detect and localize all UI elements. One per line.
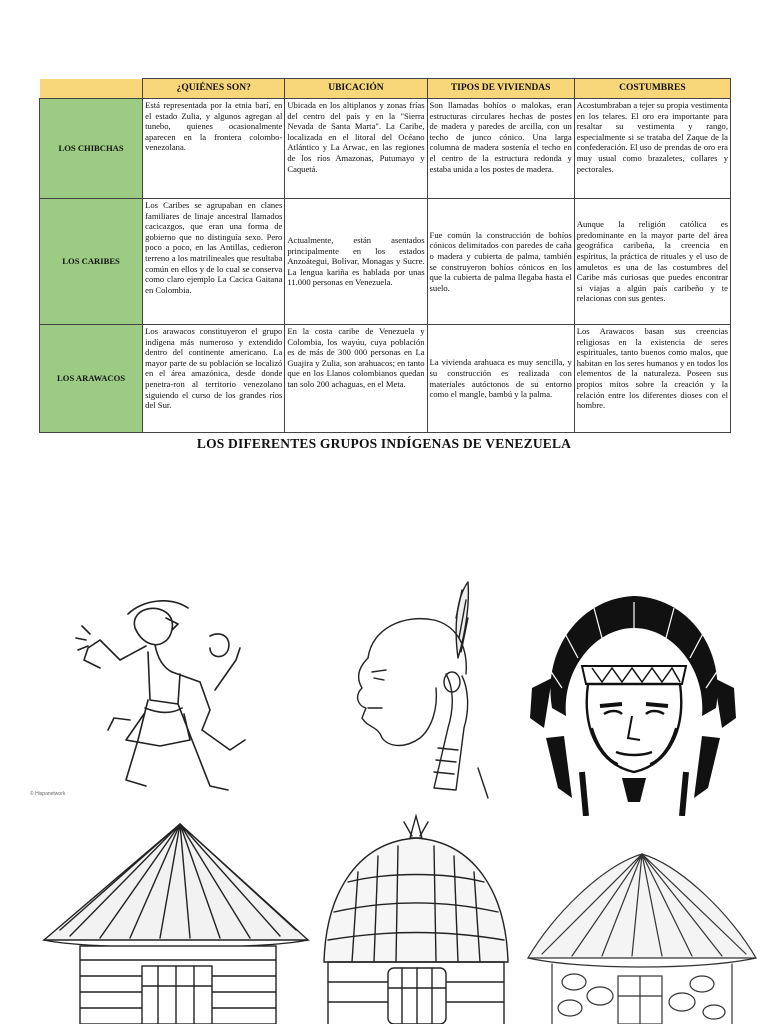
header-quienes-son: ¿QUIÉNES SON? bbox=[143, 79, 285, 99]
row-label-chibchas: LOS CHIBCHAS bbox=[40, 99, 143, 199]
table-header-row bbox=[40, 79, 731, 99]
cell-chibchas-costumbres: Acostumbraban a tejer su propia vestimenta en los telares. El oro era importante para resaltar su vestimenta y rango, especialmente si se trataba del Zaque de la confederación. El uso de prendas de oro era muy usual como brazaletes, collares y pectorales. bbox=[574, 99, 730, 199]
table-row-chibchas bbox=[40, 99, 731, 199]
table-row-arawacos bbox=[40, 325, 731, 433]
cell-arawacos-viviendas: La vivienda arahuaca es muy sencilla, y su construcción es realizada con materiales autóctonos de su entorno como el mangle, bambú y la palma. bbox=[427, 325, 574, 433]
cell-caribes-quienes: Los Caribes se agrupaban en clanes familiares de linaje ancestral llamados cacicazgos, que eran una forma de gobierno que no distinguía sexo. Pero poco a poco, en las Antillas, cedieron terreno a los matrilineales que resultaba común en ellos y de lo cual se conserva como claro ejemplo La Cacica Gaitana en Colombia. bbox=[143, 199, 285, 325]
row-label-caribes: LOS CARIBES bbox=[40, 199, 143, 325]
image-credit: © Hispanetwork bbox=[30, 791, 66, 797]
cell-chibchas-ubicacion: Ubicada en los altiplanos y zonas frías del centro del país y en la "Sierra Nevada de Santa Marta". La Caribe, localizada en el litoral del Océano Atlántico y La Arwac, en las regiones de los ríos Amazonas, Putumayo y Caquetá. bbox=[285, 99, 427, 199]
cell-arawacos-ubicacion: En la costa caribe de Venezuela y Colombia, los wayúu, cuya población es de más de 300 000 personas en La Guajira y Zulia, son arahuacos; en tanto que en los Llanos colombianos quedan tan solo 200 achaguas, en el Meta. bbox=[285, 325, 427, 433]
cell-chibchas-quienes: Está representada por la etnia barí, en el estado Zulia, y algunos agregan al tunebo, quienes ocasionalmente aparecen en la frontera colombo-venezolana. bbox=[143, 99, 285, 199]
header-costumbres: COSTUMBRES bbox=[574, 79, 730, 99]
row-label-arawacos: LOS ARAWACOS bbox=[40, 325, 143, 433]
hut-illustration-1 bbox=[30, 820, 318, 1024]
header-ubicacion: UBICACIÓN bbox=[285, 79, 427, 99]
table-row-caribes bbox=[40, 199, 731, 325]
cell-arawacos-quienes: Los arawacos constituyeron el grupo indígena más numeroso y extendido dentro del continente americano. La mayor parte de su población se localizó en el área amazónica, desde donde penetra-ron al territorio venezolano siguiendo el curso de los grandes ríos del Sur. bbox=[143, 325, 285, 433]
warrior-illustration bbox=[60, 590, 260, 800]
header-tipos-de-viviendas: TIPOS DE VIVIENDAS bbox=[427, 79, 574, 99]
cell-chibchas-viviendas: Son llamadas bohíos o malokas, eran estructuras circulares hechas de postes de madera y paredes de arcilla, con un techo de junco cónico. Una larga columna de madera sostenía el techo en el centro de la estructura redonda y estaba unida a los postes de madera. bbox=[427, 99, 574, 199]
cell-caribes-ubicacion: Actualmente, están asentados principalmente en los estados Anzoátegui, Bolívar, Monagas y Sucre. La lengua kariña es hablada por unas 11.000 personas en Venezuela. bbox=[285, 199, 427, 325]
chief-headdress-illustration bbox=[522, 588, 744, 816]
elder-portrait-illustration bbox=[328, 578, 498, 808]
hut-illustration-2 bbox=[318, 812, 514, 1024]
cell-caribes-viviendas: Fue común la construcción de bohíos cónicos delimitados con paredes de caña o madera y cubierta de palma, también se construyeron bohíos cónicos en los que la cubierta de palma llegaba hasta el suelo. bbox=[427, 199, 574, 325]
header-blank-cell bbox=[40, 79, 143, 99]
cell-arawacos-costumbres: Los Arawacos basan sus creencias religiosas en la existencia de seres espirituales, tanto buenos como malos, que habitan en los seres humanos y en todos los elementos de la naturaleza. Poseen sus propios mitos sobre la creación y la relación entre los diferentes dioses con el hombre. bbox=[574, 325, 730, 433]
page-caption: LOS DIFERENTES GRUPOS INDÍGENAS DE VENEZUELA bbox=[196, 436, 572, 451]
indigenous-groups-table bbox=[39, 78, 731, 433]
hut-illustration-3 bbox=[522, 846, 762, 1024]
cell-caribes-costumbres: Aunque la religión católica es predominante en la mayor parte del área geográfica caribeña, la creencia en espíritus, la práctica de rituales y el uso de amuletos es una de las costumbres del Caribe más curiosas que puedes encontrar si viajas a algún país caribeño y te relacionas con sus gentes. bbox=[574, 199, 730, 325]
